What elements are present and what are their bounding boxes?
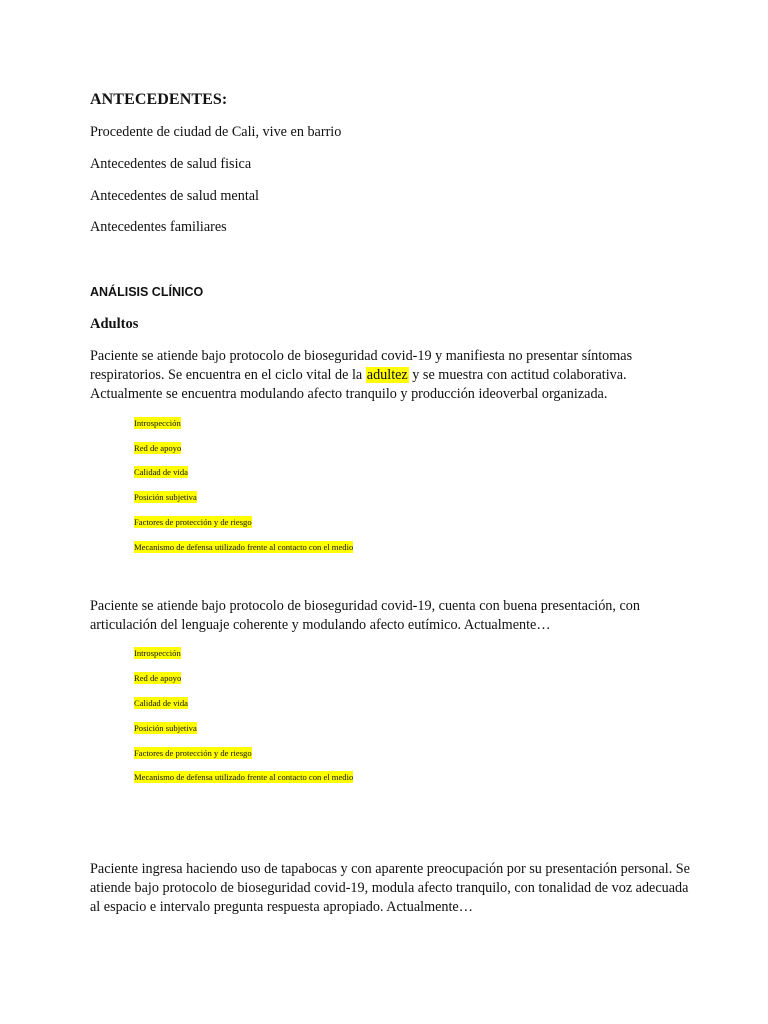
case-1-subitem-mecanismo: Mecanismo de defensa utilizado frente al contacto con el medio [134,542,354,552]
antecedentes-item-procedencia: Procedente de ciudad de Cali, vive en barrio [90,124,342,140]
case-1-line-2 [90,366,690,385]
antecedentes-heading: ANTECEDENTES: [90,91,228,108]
case-2-line-1: Paciente se atiende bajo protocolo de bioseguridad covid-19, cuenta con buena presentación, con [90,598,640,614]
case-1-line-3: Actualmente se encuentra modulando afecto tranquilo y producción ideoverbal organizada. [90,386,608,403]
case-2-line-2: articulación del lenguaje coherente y modulando afecto eutímico. Actualmente… [90,617,551,634]
case-2-subitem-mecanismo: Mecanismo de defensa utilizado frente al contacto con el medio [134,772,354,782]
case-1-subitem-introspeccion: Introspección [134,418,181,428]
case-1-subitem-factores: Factores de protección y de riesgo [134,517,252,527]
case-1-line-2-after: y se muestra con actitud colaborativa. [408,367,627,384]
case-2-subitem-red-de-apoyo: Red de apoyo [134,673,182,683]
case-3-paragraph [90,860,690,918]
adultos-subheading: Adultos [90,316,139,332]
antecedentes-item-salud-fisica: Antecedentes de salud fisica [90,156,252,172]
case-1-line-1: Paciente se atiende bajo protocolo de bioseguridad covid-19 y manifiesta no presentar síntomas [90,348,633,364]
case-2-subitem-calidad-de-vida: Calidad de vida [134,698,188,708]
case-1-subitem-red-de-apoyo: Red de apoyo [134,443,182,453]
antecedentes-item-salud-mental: Antecedentes de salud mental [90,188,260,204]
highlighted-word-adultez: adultez [366,367,408,384]
case-1-paragraph [90,347,690,405]
analisis-clinico-heading: ANÁLISIS CLÍNICO [90,285,204,299]
case-1-line-2-before: respiratorios. Se encuentra en el ciclo vital de la [90,367,366,384]
case-2-subitem-posicion-subjetiva: Posición subjetiva [134,723,197,733]
case-3-line-1: Paciente ingresa haciendo uso de tapabocas y con aparente preocupación por su presentación personal. Se [90,861,690,877]
case-3-line-3: al espacio e intervalo pregunta respuesta apropiado. Actualmente… [90,899,473,916]
case-1-subitem-posicion-subjetiva: Posición subjetiva [134,492,197,502]
case-1-subitem-calidad-de-vida: Calidad de vida [134,467,188,477]
case-2-paragraph [90,597,690,635]
case-3-line-2: atiende bajo protocolo de bioseguridad covid-19, modula afecto tranquilo, con tonalidad de voz adecuada [90,880,689,897]
case-2-subitem-factores: Factores de protección y de riesgo [134,748,252,758]
case-2-subitem-introspeccion: Introspección [134,648,181,658]
antecedentes-item-familiares: Antecedentes familiares [90,219,227,235]
